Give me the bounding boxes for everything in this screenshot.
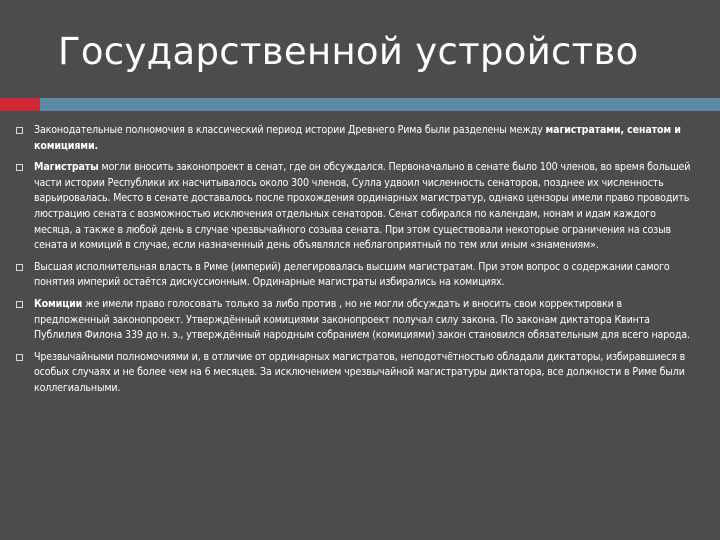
list-item (16, 123, 696, 154)
square-bullet-icon (16, 354, 23, 361)
square-bullet-icon (16, 127, 23, 134)
item-text: Законодательные полномочия в классический период истории Древнего Рима были разделены между (34, 124, 546, 136)
item-bold-text: Комиции (34, 297, 83, 310)
accent-bar-red (0, 98, 40, 111)
square-bullet-icon (16, 301, 23, 308)
square-bullet-icon (16, 164, 23, 171)
slide-title: Государственной устройство (58, 30, 639, 73)
item-text: Чрезвычайными полномочиями и, в отличие от ординарных магистратов, неподотчётностью обладали диктаторы, избиравшиеся в особых случаях и не более чем на 6 месяцев. За исключением чрезвычайной магистратуры диктатора, все должности в Риме были коллегиальными. (34, 350, 686, 394)
item-text: же имели право голосовать только за либо против , но не могли обсуждать и вносить свои корректировки в предложенный законопроект. Утверждённый комициями законопроект получал силу закона. По законам диктатора Квинта Публилия Филона 339 до н. э., утверждённый народным собранием (комициями) закон становился обязательным для всего народа. (34, 297, 690, 342)
accent-bar-blue (40, 98, 720, 111)
item-text: могли вносить законопроект в сенат, где он обсуждался. Первоначально в сенате было 100 членов, во время большей части истории Республики их насчитывалось около 300 членов, Сулла удвоил численность сенаторов, позднее их численность варьировалась. Место в сенате доставалось после прохождения ординарных магистратур, однако цензоры имели право проводить люстрацию сената с возможностью исключения отдельных сенаторов. Сенат собирался по календам, нонам и идам каждого месяца, а также в любой день в случае чрезвычайного созыва сената. При этом существовали некоторые ограничения на созыв сената и комиций в случае, если назначенный день объявлялся неблагоприятный по тем или иным «знамениям». (34, 161, 691, 252)
square-bullet-icon (16, 264, 23, 271)
list-item (16, 350, 696, 397)
list-item (16, 160, 696, 254)
item-bold-text: магистратами, сенатом и комициями. (34, 124, 681, 152)
item-text: Высшая исполнительная власть в Риме (империй) делегировалась высшим магистратам. При этом вопрос о содержании самого понятия империй остаётся дискуссионным. Ординарные магистраты избирались на комициях. (34, 260, 670, 289)
bullet-list (16, 123, 696, 397)
list-item (16, 297, 696, 344)
item-bold-text: Магистраты (34, 161, 99, 174)
list-item (16, 260, 696, 291)
